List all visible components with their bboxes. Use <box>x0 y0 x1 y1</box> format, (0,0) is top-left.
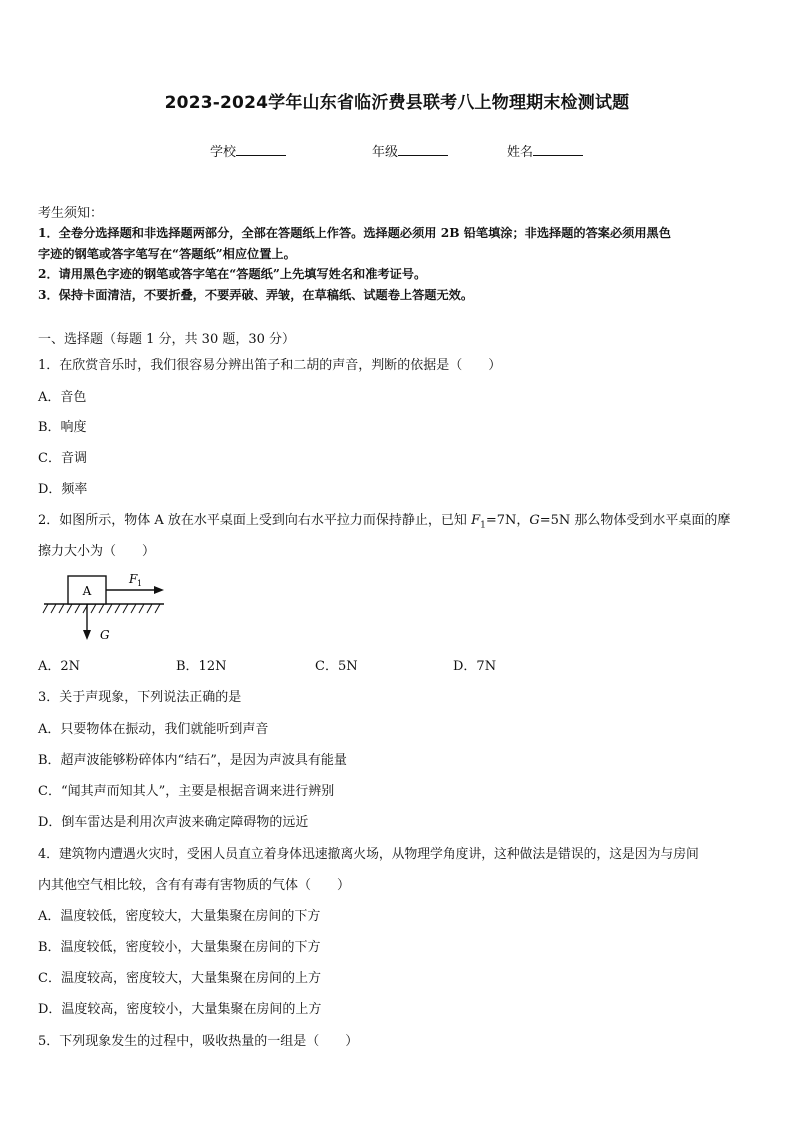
q4-option-a: A．温度较低，密度较大，大量集聚在房间的下方 <box>38 909 321 924</box>
grade-blank <box>398 143 448 156</box>
q2-option-d: D．7N <box>453 659 497 674</box>
q3-option-d: D．倒车雷达是利用次声波来确定障碍物的远近 <box>38 815 309 830</box>
name-label: 姓名 <box>507 145 534 160</box>
notice-heading: 考生须知： <box>38 206 104 221</box>
q2-force-diagram <box>40 568 180 648</box>
name-field <box>507 141 583 160</box>
q2-f-symbol: F <box>471 513 481 528</box>
q2-stem <box>38 509 730 531</box>
school-blank <box>236 143 286 156</box>
q4-option-c: C．温度较高，密度较大，大量集聚在房间的上方 <box>38 971 321 986</box>
school-label: 学校 <box>210 145 237 160</box>
q3-option-a: A．只要物体在振动，我们就能听到声音 <box>38 722 269 737</box>
force-f1-label: F <box>129 572 138 586</box>
q3-option-c: C．“闻其声而知其人”，主要是根据音调来进行辨别 <box>38 784 335 799</box>
q2-g-symbol: G <box>529 513 540 528</box>
grade-label: 年级 <box>372 145 399 160</box>
q1-stem: 1．在欣赏音乐时，我们很容易分辨出笛子和二胡的声音，判断的依据是（ ） <box>38 358 502 373</box>
force-f1-arrowhead <box>154 586 164 594</box>
gravity-label: G <box>100 628 110 642</box>
q1-option-a: A．音色 <box>38 390 87 405</box>
section-heading: 一、选择题（每题 1 分，共 30 题，30 分） <box>38 332 296 347</box>
block-a-label: A <box>82 584 92 598</box>
q1-option-b: B．响度 <box>38 420 87 435</box>
exam-title: 2023-2024学年山东省临沂费县联考八上物理期末检测试题 <box>164 93 630 113</box>
q4-stem-line-1: 4．建筑物内遭遇火灾时，受困人员直立着身体迅速撤离火场，从物理学角度讲，这种做法是错误的，这是因为与房间 <box>38 847 699 862</box>
school-field <box>210 141 286 160</box>
grade-field <box>372 141 448 160</box>
q2-stem-part-1: 2．如图所示，物体 A 放在水平桌面上受到向右水平拉力而保持静止，已知 <box>38 513 472 528</box>
q5-stem: 5．下列现象发生的过程中，吸收热量的一组是（ ） <box>38 1034 359 1049</box>
notice-item-3: 3．保持卡面清洁，不要折叠，不要弄破、弄皱，在草稿纸、试题卷上答题无效。 <box>38 288 474 302</box>
gravity-arrowhead <box>83 630 91 640</box>
notice-item-1-line-1: 1．全卷分选择题和非选择题两部分，全部在答题纸上作答。选择题必须用 2B 铅笔填涂；非选择题的答案必须用黑色 <box>38 226 671 240</box>
q2-stem-line-2: 擦力大小为（ ） <box>38 544 156 559</box>
q2-option-a: A．2N <box>38 659 81 674</box>
q3-option-b: B．超声波能够粉碎体内“结石”，是因为声波具有能量 <box>38 753 347 768</box>
table-hatching <box>43 604 160 613</box>
q2-stem-part-3: =5N 那么物体受到水平桌面的摩 <box>539 513 731 528</box>
q2-option-c: C．5N <box>315 659 358 674</box>
q1-option-c: C．音调 <box>38 451 87 466</box>
q2-option-b: B．12N <box>176 659 227 674</box>
q2-f-sub: 1 <box>480 520 486 531</box>
q1-option-d: D．频率 <box>38 482 88 497</box>
q3-stem: 3．关于声现象，下列说法正确的是 <box>38 690 242 705</box>
q2-stem-part-2: =7N， <box>485 513 530 528</box>
q4-option-b: B．温度较低，密度较小，大量集聚在房间的下方 <box>38 940 321 955</box>
name-blank <box>533 143 583 156</box>
q4-stem-line-2: 内其他空气相比较，含有有毒有害物质的气体（ ） <box>38 878 351 893</box>
q4-option-d: D．温度较高，密度较小，大量集聚在房间的上方 <box>38 1002 322 1017</box>
force-f1-sub: 1 <box>137 579 143 588</box>
notice-item-2: 2．请用黑色字迹的钢笔或答字笔在“答题纸”上先填写姓名和准考证号。 <box>38 267 427 281</box>
notice-item-1-line-2: 字迹的钢笔或答字笔写在“答题纸”相应位置上。 <box>38 247 296 261</box>
